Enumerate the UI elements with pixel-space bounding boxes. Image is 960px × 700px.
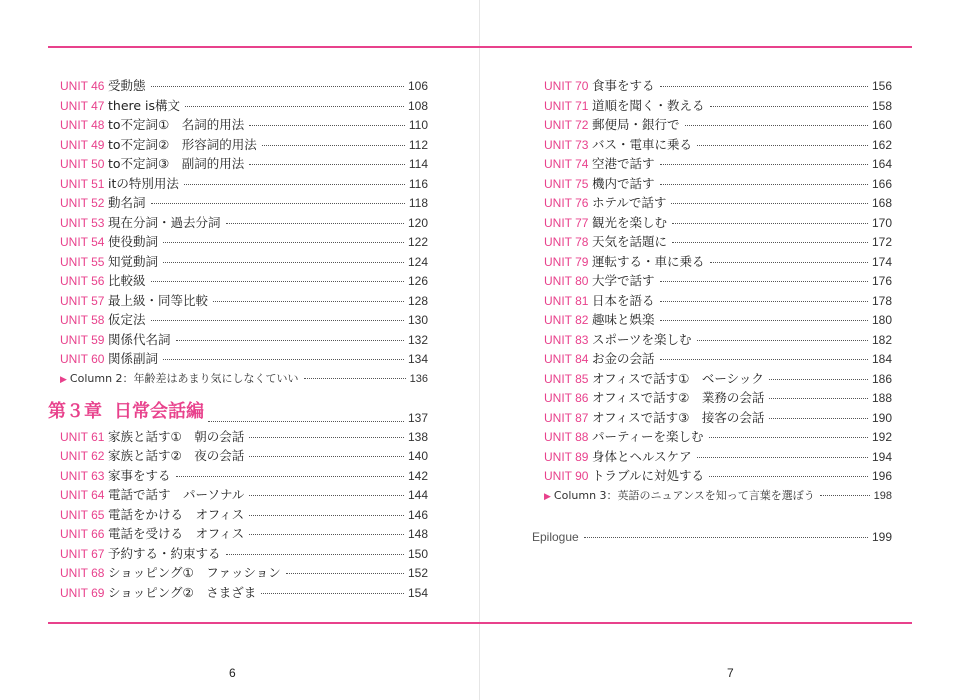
leader-dots <box>151 320 404 321</box>
entry-page: 134 <box>407 352 428 366</box>
entry-page: 122 <box>407 235 428 249</box>
unit-label: UNIT 85 <box>544 371 589 386</box>
toc-entry[interactable] <box>544 154 892 174</box>
unit-label: UNIT 81 <box>544 293 589 308</box>
unit-label: UNIT 66 <box>60 527 105 541</box>
chapter-page: 137 <box>407 410 428 425</box>
entry-page: 164 <box>871 157 892 171</box>
leader-dots <box>660 359 868 360</box>
toc-entry[interactable] <box>60 96 428 116</box>
entry-page: 150 <box>407 546 428 561</box>
unit-label: UNIT 48 <box>60 118 105 132</box>
triangle-bullet-icon: ▶ <box>60 374 67 385</box>
leader-dots <box>304 378 406 379</box>
toc-entry[interactable] <box>60 252 428 272</box>
unit-label: UNIT 72 <box>544 118 589 132</box>
toc-entry[interactable] <box>60 563 428 583</box>
entry-title: パーティーを楽しむ <box>592 429 704 444</box>
leader-dots <box>249 125 405 126</box>
toc-entry[interactable] <box>544 76 892 96</box>
entry-page: 186 <box>871 371 892 386</box>
unit-label: UNIT 55 <box>60 254 105 269</box>
entry-page: 158 <box>871 98 892 113</box>
unit-label: UNIT 57 <box>60 293 105 308</box>
unit-label: UNIT 75 <box>544 176 589 191</box>
toc-entry[interactable] <box>60 135 428 155</box>
entry-page: 166 <box>871 176 892 191</box>
toc-entry[interactable] <box>60 505 428 525</box>
entry-title: バス・電車に乗る <box>592 136 693 152</box>
entry-page: 126 <box>407 274 428 288</box>
unit-label: UNIT 82 <box>544 313 589 327</box>
toc-entry[interactable] <box>544 193 892 213</box>
unit-label: UNIT 51 <box>60 176 105 191</box>
leader-dots <box>584 537 868 538</box>
entry-title: 電話を受ける オフィス <box>108 526 245 541</box>
entry-title: 大学で話す <box>592 273 655 288</box>
entry-page: 118 <box>408 196 428 210</box>
unit-label: UNIT 71 <box>544 98 589 113</box>
toc-entry[interactable] <box>544 349 892 369</box>
toc-entry[interactable] <box>544 369 892 389</box>
toc-entry[interactable] <box>544 466 892 486</box>
toc-entry[interactable] <box>60 271 428 291</box>
entry-page: 120 <box>407 215 428 230</box>
entry-page: 184 <box>871 352 892 366</box>
toc-entry[interactable] <box>60 76 428 96</box>
entry-page: 116 <box>408 176 428 191</box>
entry-title: 家族と話す② 夜の会話 <box>108 448 245 463</box>
unit-label: UNIT 65 <box>60 507 105 522</box>
toc-group-daily-conversation-cont <box>544 76 892 486</box>
leader-dots <box>163 242 404 243</box>
unit-label: UNIT 80 <box>544 274 589 288</box>
entry-title: 関係代名詞 <box>108 331 171 347</box>
entry-title: 電話で話す パーソナル <box>108 487 245 502</box>
toc-entry[interactable] <box>60 466 428 486</box>
leader-dots <box>249 456 404 457</box>
unit-label: UNIT 84 <box>544 352 589 366</box>
column-page: 136 <box>409 372 428 385</box>
entry-title: オフィスで話す① ベーシック <box>592 370 764 386</box>
toc-entry[interactable] <box>60 232 428 252</box>
unit-label: UNIT 69 <box>60 585 105 600</box>
toc-epilogue-entry[interactable] <box>532 528 892 548</box>
entry-page: 156 <box>871 79 892 93</box>
leader-dots <box>660 184 868 185</box>
chapter-title: 日常会話編 <box>114 400 204 422</box>
toc-entry[interactable] <box>60 349 428 369</box>
entry-title: ショッピング① ファッション <box>108 565 281 580</box>
toc-entry[interactable] <box>544 135 892 155</box>
toc-entry[interactable] <box>60 330 428 350</box>
toc-entry[interactable] <box>544 115 892 135</box>
entry-title: 電話をかける オフィス <box>108 506 245 522</box>
entry-title: 運転する・車に乗る <box>592 253 705 269</box>
unit-label: UNIT 83 <box>544 332 589 347</box>
unit-label: UNIT 53 <box>60 215 105 230</box>
leader-dots <box>671 203 868 204</box>
leader-dots <box>213 301 404 302</box>
entry-title: 機内で話す <box>592 175 655 191</box>
toc-entry[interactable] <box>60 485 428 505</box>
leader-dots <box>672 223 868 224</box>
leader-dots <box>660 86 868 87</box>
unit-label: UNIT 79 <box>544 254 589 269</box>
leader-dots <box>261 593 404 594</box>
toc-column-entry[interactable] <box>60 369 428 389</box>
unit-label: UNIT 88 <box>544 430 589 444</box>
unit-label: UNIT 49 <box>60 137 105 152</box>
toc-entry[interactable] <box>544 213 892 233</box>
unit-label: UNIT 68 <box>60 566 105 580</box>
entry-page: 128 <box>407 293 428 308</box>
top-rule <box>48 46 480 48</box>
leader-dots <box>262 145 405 146</box>
unit-label: UNIT 62 <box>60 449 105 463</box>
epilogue-title: Epilogue <box>532 529 579 544</box>
leader-dots <box>208 421 404 422</box>
toc-entry[interactable] <box>60 544 428 564</box>
leader-dots <box>660 301 868 302</box>
unit-label: UNIT 59 <box>60 332 105 347</box>
entry-page: 196 <box>871 469 892 483</box>
entry-title: ショッピング② さまざま <box>108 584 257 600</box>
entry-page: 174 <box>871 254 892 269</box>
toc-list-right <box>532 76 892 547</box>
leader-dots <box>660 281 868 282</box>
toc-entry[interactable] <box>60 174 428 194</box>
toc-chapter-heading[interactable] <box>48 397 428 427</box>
unit-label: UNIT 60 <box>60 352 105 366</box>
entry-page: 182 <box>871 332 892 347</box>
column-page: 198 <box>873 489 892 502</box>
entry-title: 仮定法 <box>108 312 146 327</box>
entry-title: to不定詞③ 副詞的用法 <box>108 156 245 171</box>
toc-entry[interactable] <box>60 291 428 311</box>
entry-page: 190 <box>871 410 892 425</box>
column-title: Column 3：英語のニュアンスを知って言葉を選ぼう <box>553 488 815 502</box>
unit-label: UNIT 90 <box>544 469 589 483</box>
leader-dots <box>660 320 868 321</box>
toc-group-daily-conversation <box>60 427 428 603</box>
leader-dots <box>685 125 868 126</box>
column-title: Column 2：年齢差はあまり気にしなくていい <box>69 371 299 385</box>
leader-dots <box>163 262 404 263</box>
entry-title: お金の会話 <box>592 351 655 366</box>
entry-page: 188 <box>871 391 892 405</box>
entry-title: 動名詞 <box>108 195 146 210</box>
toc-entry[interactable] <box>544 96 892 116</box>
entry-page: 124 <box>407 254 428 269</box>
entry-title: 現在分詞・過去分詞 <box>108 214 221 230</box>
entry-page: 144 <box>407 488 428 502</box>
leader-dots <box>769 418 868 419</box>
entry-page: 130 <box>407 313 428 327</box>
toc-list-left <box>48 76 428 602</box>
entry-title: 日本を語る <box>592 292 655 308</box>
leader-dots <box>226 554 404 555</box>
entry-page: 178 <box>871 293 892 308</box>
entry-page: 132 <box>407 332 428 347</box>
epilogue-page: 199 <box>871 529 892 544</box>
bottom-rule <box>480 622 912 624</box>
leader-dots <box>710 106 868 107</box>
entry-title: 道順を聞く・教える <box>592 97 705 113</box>
toc-entry[interactable] <box>544 232 892 252</box>
toc-entry[interactable] <box>544 330 892 350</box>
unit-label: UNIT 52 <box>60 196 105 210</box>
leader-dots <box>709 437 868 438</box>
leader-dots <box>176 340 404 341</box>
entry-title: オフィスで話す③ 接客の会話 <box>592 409 765 425</box>
leader-dots <box>151 86 404 87</box>
toc-entry[interactable] <box>60 446 428 466</box>
entry-page: 180 <box>871 313 892 327</box>
entry-title: 使役動詞 <box>108 234 159 249</box>
entry-title: 予約する・約束する <box>108 545 221 561</box>
leader-dots <box>176 476 404 477</box>
leader-dots <box>151 203 405 204</box>
entry-page: 146 <box>407 507 428 522</box>
leader-dots <box>226 223 404 224</box>
leader-dots <box>660 164 868 165</box>
entry-title: 家事をする <box>108 467 171 483</box>
leader-dots <box>249 515 404 516</box>
entry-page: 110 <box>408 118 428 132</box>
leader-dots <box>163 359 404 360</box>
entry-title: 空港で話す <box>592 156 655 171</box>
toc-entry[interactable] <box>60 193 428 213</box>
entry-page: 160 <box>871 118 892 132</box>
toc-entry[interactable] <box>60 213 428 233</box>
unit-label: UNIT 46 <box>60 79 105 93</box>
entry-title: there is構文 <box>108 97 181 113</box>
leader-dots <box>185 106 404 107</box>
entry-page: 152 <box>407 566 428 580</box>
entry-title: to不定詞② 形容詞的用法 <box>108 136 257 152</box>
entry-title: スポーツを楽しむ <box>592 331 692 347</box>
toc-entry[interactable] <box>544 291 892 311</box>
entry-page: 138 <box>407 429 428 444</box>
unit-label: UNIT 64 <box>60 488 105 502</box>
entry-page: 194 <box>871 449 892 464</box>
page-number: 6 <box>229 666 236 680</box>
entry-page: 140 <box>407 449 428 463</box>
leader-dots <box>710 262 868 263</box>
unit-label: UNIT 86 <box>544 391 589 405</box>
unit-label: UNIT 50 <box>60 157 105 171</box>
unit-label: UNIT 70 <box>544 79 589 93</box>
chapter-label: 第３章 <box>48 400 102 422</box>
unit-label: UNIT 56 <box>60 274 105 288</box>
entry-title: トラブルに対処する <box>592 468 705 483</box>
leader-dots <box>249 164 405 165</box>
toc-entry[interactable] <box>544 174 892 194</box>
top-rule <box>480 46 912 48</box>
leader-dots <box>286 573 404 574</box>
leader-dots <box>672 242 868 243</box>
unit-label: UNIT 54 <box>60 235 105 249</box>
toc-column-entry[interactable] <box>544 486 892 506</box>
unit-label: UNIT 58 <box>60 313 105 327</box>
toc-entry[interactable] <box>544 388 892 408</box>
entry-page: 172 <box>871 235 892 249</box>
leader-dots <box>249 534 404 535</box>
toc-entry[interactable] <box>60 310 428 330</box>
entry-title: 食事をする <box>592 78 655 93</box>
toc-entry[interactable] <box>544 271 892 291</box>
leader-dots <box>820 495 870 496</box>
unit-label: UNIT 77 <box>544 215 589 230</box>
entry-title: 趣味と娯楽 <box>592 312 655 327</box>
leader-dots <box>249 437 404 438</box>
toc-entry[interactable] <box>60 427 428 447</box>
page-number: 7 <box>727 666 734 680</box>
unit-label: UNIT 74 <box>544 157 589 171</box>
toc-entry[interactable] <box>544 310 892 330</box>
entry-title: 家族と話す① 朝の会話 <box>108 428 245 444</box>
leader-dots <box>151 281 404 282</box>
entry-page: 170 <box>871 215 892 230</box>
toc-entry[interactable] <box>60 115 428 135</box>
unit-label: UNIT 76 <box>544 196 589 210</box>
entry-page: 192 <box>871 430 892 444</box>
leader-dots <box>709 476 868 477</box>
leader-dots <box>249 495 404 496</box>
unit-label: UNIT 73 <box>544 137 589 152</box>
toc-entry[interactable] <box>544 408 892 428</box>
entry-title: to不定詞① 名詞的用法 <box>108 117 245 132</box>
toc-entry[interactable] <box>544 447 892 467</box>
leader-dots <box>697 145 868 146</box>
entry-page: 168 <box>871 196 892 210</box>
entry-title: 最上級・同等比較 <box>108 292 209 308</box>
leader-dots <box>769 379 868 380</box>
entry-page: 154 <box>407 585 428 600</box>
toc-group-grammar <box>60 76 428 369</box>
leader-dots <box>697 457 868 458</box>
triangle-bullet-icon: ▶ <box>544 491 551 502</box>
entry-page: 162 <box>871 137 892 152</box>
unit-label: UNIT 87 <box>544 410 589 425</box>
leader-dots <box>184 184 405 185</box>
toc-entry[interactable] <box>544 427 892 447</box>
entry-page: 112 <box>408 137 428 152</box>
entry-title: 比較級 <box>108 273 146 288</box>
entry-page: 114 <box>408 157 428 171</box>
leader-dots <box>697 340 868 341</box>
unit-label: UNIT 47 <box>60 98 105 113</box>
toc-entry[interactable] <box>60 154 428 174</box>
toc-entry[interactable] <box>60 524 428 544</box>
unit-label: UNIT 61 <box>60 429 105 444</box>
entry-title: 受動態 <box>108 78 146 93</box>
toc-entry[interactable] <box>544 252 892 272</box>
unit-label: UNIT 78 <box>544 235 589 249</box>
leader-dots <box>769 398 868 399</box>
unit-label: UNIT 63 <box>60 468 105 483</box>
bottom-rule <box>48 622 480 624</box>
entry-page: 106 <box>407 79 428 93</box>
entry-page: 176 <box>871 274 892 288</box>
right-page <box>480 0 960 700</box>
entry-title: 観光を楽しむ <box>592 214 668 230</box>
toc-entry[interactable] <box>60 583 428 603</box>
entry-title: itの特別用法 <box>108 175 179 191</box>
entry-title: ホテルで話す <box>592 195 667 210</box>
entry-title: オフィスで話す② 業務の会話 <box>592 390 765 405</box>
entry-page: 148 <box>407 527 428 541</box>
entry-title: 郵便局・銀行で <box>592 117 680 132</box>
unit-label: UNIT 89 <box>544 449 589 464</box>
entry-page: 142 <box>407 468 428 483</box>
unit-label: UNIT 67 <box>60 546 105 561</box>
entry-title: 天気を話題に <box>592 234 668 249</box>
entry-page: 108 <box>407 98 428 113</box>
entry-title: 知覚動詞 <box>108 253 159 269</box>
entry-title: 関係副詞 <box>108 351 159 366</box>
entry-title: 身体とヘルスケア <box>592 448 692 464</box>
